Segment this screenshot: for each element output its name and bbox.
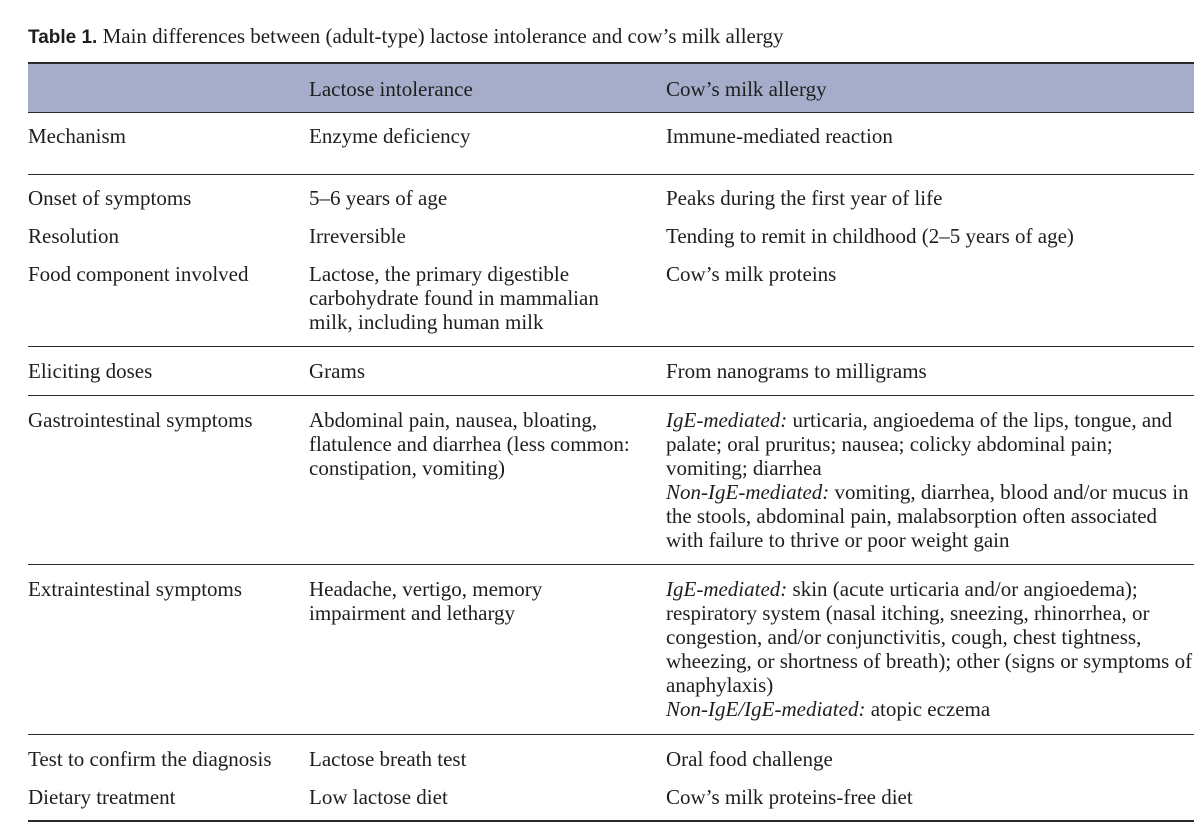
row-label: Resolution	[28, 224, 120, 248]
lactose-cell: Enzyme deficiency	[309, 124, 471, 148]
cma-ige-block	[666, 577, 1194, 697]
cma-ige-text: urticaria, angioedema of the lips, tongue, and palate; oral pruritus; nausea; colicky abdominal pain; vomiting; diarrhea	[666, 408, 1173, 480]
header-lactose-intolerance: Lactose intolerance	[309, 63, 666, 113]
row-label: Dietary treatment	[28, 785, 176, 809]
row-label: Test to confirm the diagnosis	[28, 747, 272, 771]
cma-non-ige-label: Non-IgE-mediated:	[666, 480, 830, 504]
row-label: Eliciting doses	[28, 359, 153, 383]
table-row-gastrointestinal	[28, 396, 1194, 565]
cma-cell: Cow’s milk proteins-free diet	[666, 785, 913, 809]
comparison-table	[28, 62, 1194, 822]
cma-cell	[666, 396, 1194, 565]
lactose-cell: 5–6 years of age	[309, 186, 448, 210]
cma-cell: Tending to remit in childhood (2–5 years of age)	[666, 224, 1074, 248]
cma-ige-label: IgE-mediated:	[666, 577, 788, 601]
comparison-table-container	[28, 62, 1194, 822]
table-row-diagnosis-test	[28, 735, 1194, 774]
lactose-cell: Low lactose diet	[309, 785, 448, 809]
cma-ige-block	[666, 408, 1194, 480]
cma-cell: Peaks during the first year of life	[666, 186, 943, 210]
header-blank	[28, 63, 309, 113]
cma-cell	[666, 565, 1194, 735]
cma-cell: Cow’s milk proteins	[666, 262, 837, 286]
row-label: Food component involved	[28, 262, 249, 286]
cma-non-ige-text: atopic eczema	[865, 697, 991, 721]
header-cows-milk-allergy: Cow’s milk allergy	[666, 63, 1194, 113]
table-row-resolution	[28, 212, 1194, 250]
table-row-onset	[28, 175, 1194, 213]
table-row-eliciting-doses	[28, 347, 1194, 396]
lactose-cell: Lactose breath test	[309, 747, 467, 771]
cma-ige-text: skin (acute urticaria and/or angioedema); respiratory system (nasal itching, sneezing, rhinorrhea, or congestion, and/or conjunctivitis, cough, chest tightness, wheezing, or shortness of breath); other (signs or symptoms of anaphylaxis)	[666, 577, 1193, 697]
cma-cell: Immune-mediated reaction	[666, 124, 893, 148]
cma-non-ige-text: vomiting, diarrhea, blood and/or mucus in the stools, abdominal pain, malabsorption often associated with failure to thrive or poor weight gain	[666, 480, 1189, 552]
cma-non-ige-block	[666, 697, 1194, 721]
cma-cell: From nanograms to milligrams	[666, 359, 927, 383]
table-caption-label: Table 1.	[28, 27, 98, 48]
table-caption-text: Main differences between (adult-type) lactose intolerance and cow’s milk allergy	[97, 24, 784, 48]
cma-non-ige-label: Non-IgE/IgE-mediated:	[666, 697, 866, 721]
row-label: Mechanism	[28, 124, 126, 148]
cma-non-ige-block	[666, 480, 1194, 552]
table-row-extraintestinal	[28, 565, 1194, 735]
lactose-cell: Lactose, the primary digestible carbohydrate found in mammalian milk, including human milk	[309, 262, 599, 334]
table-row-dietary-treatment	[28, 773, 1194, 821]
row-label: Gastrointestinal symptoms	[28, 408, 253, 432]
table-row-food-component	[28, 250, 1194, 347]
table-header-row	[28, 63, 1194, 113]
lactose-cell: Grams	[309, 359, 365, 383]
table-caption	[28, 22, 783, 52]
cma-ige-label: IgE-mediated:	[666, 408, 788, 432]
row-label: Extraintestinal symptoms	[28, 577, 243, 601]
lactose-cell: Irreversible	[309, 224, 406, 248]
lactose-cell: Headache, vertigo, memory impairment and lethargy	[309, 577, 543, 625]
table-row-mechanism	[28, 113, 1194, 175]
cma-cell: Oral food challenge	[666, 747, 833, 771]
row-label: Onset of symptoms	[28, 186, 192, 210]
lactose-cell: Abdominal pain, nausea, bloating, flatulence and diarrhea (less common: constipation, vomiting)	[309, 408, 630, 480]
